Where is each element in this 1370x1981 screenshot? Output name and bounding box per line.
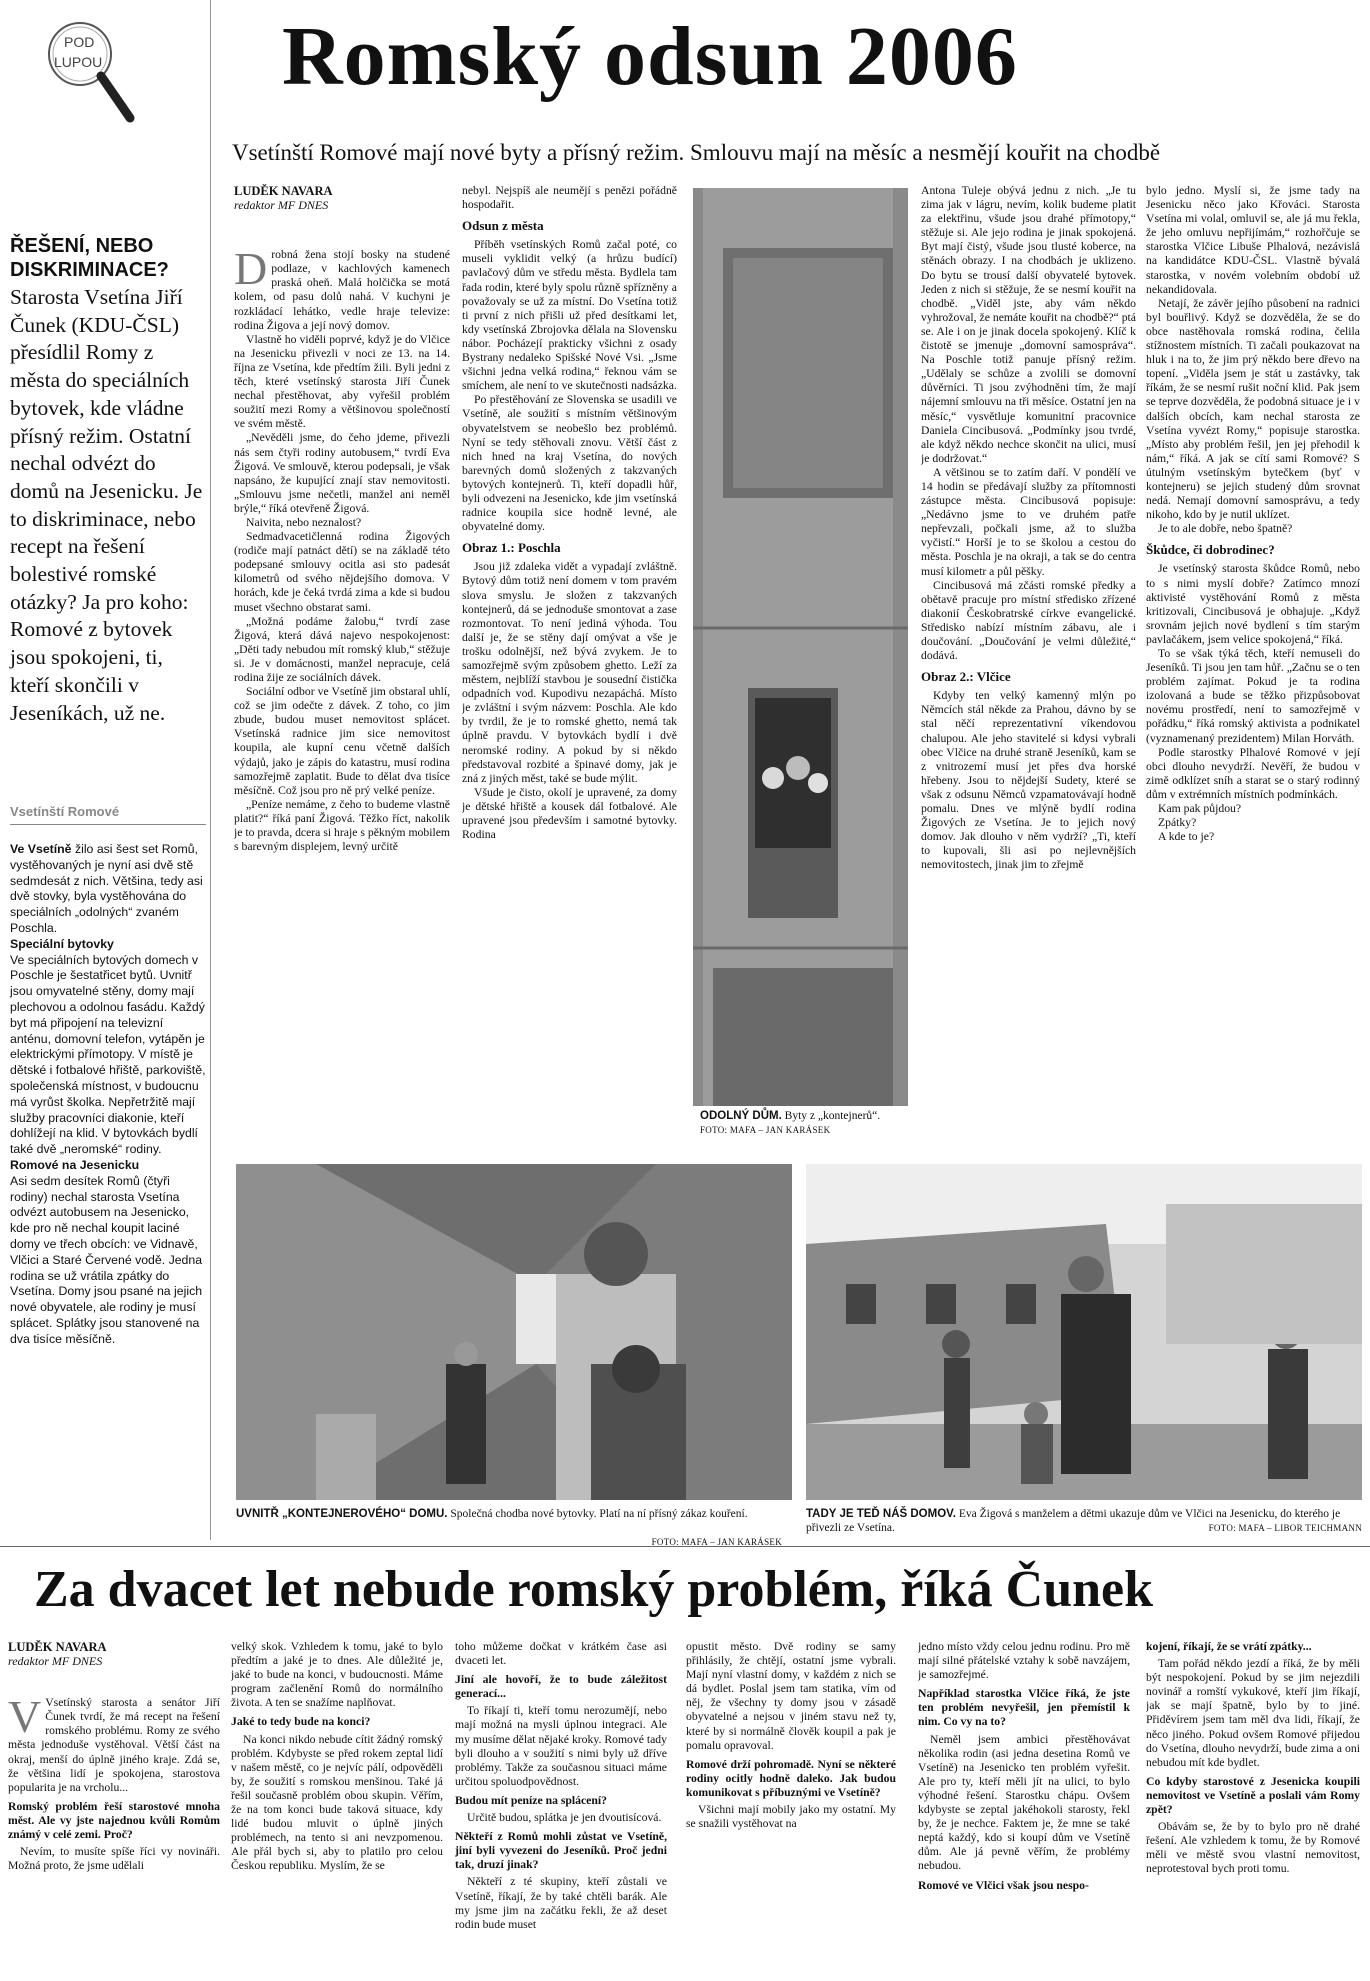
article-paragraph: Kam pak půjdou?: [1158, 802, 1242, 816]
interview-col1: [8, 1640, 220, 1976]
interview-a6b: Obávám se, že by to bylo pro ně drahé řešení. Ale vzhledem k tomu, že by Romové měli ve městě svou vlastní nemovitost, neprotestoval bych proti tomu.: [1146, 1820, 1360, 1876]
interview-c4: opustit město. Dvě rodiny se samy přihlásily, že chtějí, ostatní jsme vybrali. Mají nyní vlastní domy, v každém z nich se dá bydlet. Poslal jsem tam statika, vím od něj, že všechny ty domy jsou v zásadě obyvatelné a nejsou v jiném stavu než ty, které by si normálně člověk koupil a pak je pomalu opravoval.: [686, 1640, 896, 1752]
interview-lead: V Vsetínský starosta a senátor Jiří Čunek tvrdí, že má recept na řešení romského problému. Romy ze svého města jednoduše vystěhoval. Větší část na okraj, menší do úplně jiného kraje. Zdá se, že většina lidí je spokojena, starostova popularita je na vrcholu...: [8, 1691, 220, 1794]
article-paragraph: Je vsetínský starosta škůdce Romů, nebo to s nimi myslí dobře? Zatímco mnozí aktivisté vystěhování Romů z města kritizovali, Cincibusová je obhajuje. „Když srovnám jejich nové bydlení s tím starým pavlačákem, jsem velice spokojená,“ říká.: [1146, 562, 1360, 646]
second-headline: Za dvacet let nebude romský problém, říká Čunek: [34, 1561, 1154, 1618]
interview-col6: [1146, 1640, 1360, 1976]
article-paragraph: Podle starostky Plhalové Romové v její obci dlouho nevydrží. Nevěří, že budou v zimě odklízet sníh a starat se o starý rodinný dům v extrémních místních podmínkách.: [1146, 745, 1360, 801]
article1-col2: [462, 184, 677, 1156]
sidebar-h2: Speciální bytovky: [10, 936, 114, 951]
article-paragraph: Sociální odbor ve Vsetíně jim obstaral uhlí, což se jim odečte z dávek. Z toho, co jim zbude, budou muset nemovitost splácet. Vsetínská radnice jim sice nemovitost koupila, ale kupní cenu včetně dalších výdajů, jako je zápis do katastru, musí rodina samozřejmě zaplatit. Bude to dělat dva tisíce měsíčně. Což jsou pro ně prý velké peníze.: [234, 685, 450, 797]
sidebar-box-text: [10, 842, 206, 1348]
photo-container-house: [693, 188, 908, 1106]
article-paragraph: Drobná žena stojí bosky na studené podlaze, v kachlových kamenech praská oheň. Malá holčička se motá kolem, od pasu dolů nahá. V kuchyni je rozkládací lehátko, vedle hraje televize: rodina Žigova a její nový domov.: [234, 243, 450, 332]
byline2-role: redaktor MF DNES: [8, 1654, 103, 1669]
article-paragraph: Všude je čisto, okolí je upravené, za domy je dětské hřiště a kousek dál fotbalové. Ale upravené jsou především i samotné bytovky. Rodina: [462, 785, 677, 842]
interview-c5: jedno místo vždy celou jednu rodinu. Pro mě mají silné přátelské vztahy k sobě navzájem, je samozřejmé.: [918, 1640, 1130, 1682]
article-paragraph: Cincibusová má zčásti romské předky a obětavě pracuje pro místní středisko zřízené diakonií Českobratrské církve evangelické. Středisko nabízí místním zábavu, ale i doučování. „Doučování je velmi důležité,“ dodává.: [921, 578, 1136, 663]
byline1-name: LUDĚK NAVARA: [234, 184, 333, 198]
interview-q3c: Někteří z Romů mohli zůstat ve Vsetíně, jiní byli vyvezeni do Jeseníků. Proč jedni tak, druzí jinak?: [455, 1830, 667, 1872]
interview-q1: Romský problém řeší starostové mnoha měst. Ale vy jste najednou kvůli Romům známý v celé zemi. Proč?: [8, 1799, 220, 1842]
pod-lupou-logo: [40, 14, 136, 124]
caption1-bold: ODOLNÝ DŮM.: [700, 1110, 782, 1122]
article-paragraph: Jsou již zdaleka vidět a vypadají zvláštně. Bytový dům totiž není domem v tom pravém slova smyslu. Je složen z takzvaných kontejnerů, dá se jednoduše smontovat a zase rozmontovat. To není jediná výhoda. Tou další je, že se stěny dají omývat a vše je trošku odolnější, než bývá zvykem. Je to samozřejmě svým způsobem ghetto. Leží za městem, nejblíží stavbou je sousední čistička odpadních vod. Kupodivu nezapáchá. Místo je zvláštní i svým názvem: Poschla. Ale kdo by tvrdil, že je to romské ghetto, nemá tak úplně pravdu. V bytovkách bydlí i dvě neromské rodiny. A pokud by si někdo představoval rozbité a špinavé domy, jak je zná z jiných měst, také se bude mýlit.: [462, 560, 677, 785]
photo-mill-house-image: [806, 1164, 1362, 1500]
main-subheadline: Vsetínští Romové mají nové byty a přísný režim. Smlouvu mají na měsíc a nesmějí kouřit na chodbě: [232, 140, 1161, 165]
article-paragraph: „Peníze nemáme, z čeho to budeme vlastně platit?“ říká paní Žigová. Těžko říct, nakolik je to pravda, dcera si hraje s pěkným mobilem s barevným displejem, levný určitě: [234, 797, 450, 854]
sidebar-question-title: ŘEŠENÍ, NEBO DISKRIMINACE?: [10, 235, 169, 281]
article1-col3: [921, 184, 1136, 1156]
interview-q3b: Budou mít peníze na splácení?: [455, 1793, 607, 1807]
article-paragraph: Sedmadvacetičlenná rodina Žigových (rodiče mají patnáct dětí) se na základě této podepsané smlouvy ocitla asi sto padesát kilometrů od svého nějdejšího domova. V horách, kde je čeká tvrdá zima a kde si budou muset všechno obstarat sami.: [234, 530, 450, 614]
logo-text-2: LUPOU: [54, 54, 103, 70]
sidebar-question-text: Starosta Vsetína Jiří Čunek (KDU-ČSL) přesídlil Romy z města do speciálních bytovek, kde vládne přísný režim. Ostatní nechal odvézt do domů na Jesenicku. Je to diskriminace, nebo recept na řešení bolestivé romské otázky? Ja pro koho: Romové z bytovek jsou spokojeni, ti, kteří skončili v Jeseníkách, už ne.: [10, 285, 203, 725]
logo-text-1: POD: [64, 34, 95, 50]
main-headline: Romský odsun 2006: [282, 10, 1018, 103]
article-subheading: Obraz 1.: Poschla: [462, 540, 561, 556]
article1-col1: [234, 184, 450, 1156]
caption3-bold: TADY JE TEĎ NÁŠ DOMOV.: [806, 1508, 956, 1520]
article1-col4-text: [1146, 184, 1360, 844]
photo-corridor: [236, 1164, 792, 1500]
interview-q3: Jiní ale hovoří, že to bude záležitost generací...: [455, 1673, 667, 1701]
interview-a2: Na konci nikdo nebude cítit žádný romský problém. Kdybyste se před rokem zeptal lidí v našem městě, co je nejvíc pálí, odpověděli by, že soužití s romskou menšinou. Také já řešil současně problém obou skupin. Věřím, že na tom konci bude taková situace, kdy lidé budou mluvit o úplně jiných problémech, na tento si ani nevzpomenou. Ale přál bych si, aby to platilo pro celou Českou republiku. Myslím, že se: [231, 1732, 443, 1873]
article-subheading: Obraz 2.: Vlčice: [921, 669, 1011, 685]
sidebar-p3: Asi sedm desítek Romů (čtyři rodiny) nechal starosta Vsetína odvézt autobusem na Jesenicko, kde pro ně nechal koupit laciné domy ve třech obcích: ve Vidnavě, Vlčici a Staré Červené vodě. Jedna rodina se už vrátila zpátky do Vsetína. Domy jsou psané na jejich nové obyvatele, ale rodiny je musí splácet. Splátky jsou stanovené na dva tisíce měsíčně.: [10, 1173, 203, 1346]
article-paragraph: Je to ale dobře, nebo špatně?: [1158, 522, 1293, 536]
sidebar-p1-bold: Ve Vsetíně: [10, 842, 72, 856]
article-paragraph: bylo jedno. Myslí si, že jsme tady na Jesenicku něco jako Křováci. Starosta Vsetína mi volal, omluvil se, ale já mu řekla, že jeho omluvu nepřijímám,“ rozhořčuje se starostka Vlčice Libuše Plhalová, nezávislá na kandidátce KDU-ČSL. Vlastně bývalá starostka, v novém volebním období už nekandidovala.: [1146, 184, 1360, 296]
article1-col3-text: [921, 184, 1136, 873]
interview-a1: Nevím, to musíte spíše říci vy novináři. Možná proto, že jsme udělali: [8, 1845, 220, 1873]
article-paragraph: Po přestěhování ze Slovenska se usadili ve Vsetíně, ale soužití s místním většinovým obyvatelstvem se neobešlo bez problémů. Nyní se tedy stěhovali znovu. Větší část z nich hned na kraj Vsetína, do nových barevných domů složených z takzvaných bytových kontejnerů. Ti, kteří dopadli hůř, byli odvezeni na Jesenicko, kde jim vsetínská radnice koupila sice hodně levné, ale obyvatelné domy.: [462, 393, 677, 534]
interview-a5: Neměl jsem ambici přestěhovávat několika rodin (asi jedna desetina Romů ve Vsetíně) na Jesenicko ten problém vyřešit. Ale pro ty, kteří měli jít na ulici, to bylo výhodné řešení. Starostku chápu. Ovšem kdybyste se zeptal jakéhokoli starosty, řekl by, že je nechce. Faktem je, že mne se také neptá každý, kdo si koupí dům ve Vsetíně dům. Ale já pevně věřím, že problémy nebudou.: [918, 1732, 1130, 1873]
interview-q4: Romové drží pohromadě. Nyní se některé rodiny ocitly hodně daleko. Jak budou komunikovat s příbuznými ve Vsetíně?: [686, 1757, 896, 1799]
sidebar-p2: Ve speciálních bytových domech v Poschle je šestatřicet bytů. Uvnitř jsou omyvatelné stěny, domy mají plechovou a odolnou fasádu. Každý byt má připojení na televizní anténu, domovní telefon, vytápěn je elektrickými přímotopy. V místě je dětské i fotbalové hřiště, parkoviště, společenská místnost, v budoucnu má vyrůst školka. Nepřetržitě mají služby pracovníci diakonie, kteří dohlížejí na klid. V bytovkách bydlí také dvě „neromské“ rodiny.: [10, 952, 206, 1157]
article-paragraph: Zpátky?: [1158, 816, 1197, 830]
article-subheading: Odsun z města: [462, 218, 544, 234]
article-paragraph: To se však týká těch, kteří nemuseli do Jeseníků. Ti jsou jen tam hůř. „Začnu se o ten problém zajímat. Pokud je ta rodina izolovaná a bude se těžko přizpůsobovat novému prostředí, není to samozřejmě v pořádku,“ říká romský aktivista a podnikatel (vyznamenaný prezidentem) Milan Horváth.: [1146, 647, 1360, 745]
interview-col4: [686, 1640, 896, 1976]
article-paragraph: Netají, že závěr jejího působení na radnici byl bouřlivý. Když se dozvěděla, že se do obce nastěhovala romská rodina, čelila stížnostem místních. Ti začali poukazovat na hluk i na to, že jim prý někdo bere dřevo na topení. „Viděla jsem je stát u zastávky, tak říkám, že se nesmí rušit noční klid. Pak jsem se teprve dozvěděla, že podobná situace je i v dalších obcích, kam nechal starosta ze Vsetína vyvézt Romy,“ popisuje starostka. „Místo aby problém řešil, jen jej přehodil k nám,“ říká. A jak se cítí sami Romové? S útulným vsetínským bytečkem (byť v kontejneru) se jejich studený dům srovnat nedá. Nemají domovní samosprávu, a tedy nikoho, kdo by je nutil uklízet.: [1146, 296, 1360, 522]
article-paragraph: Vlastně ho viděli poprvé, když je do Vlčice na Jesenicku přivezli v noci ze 13. na 14. října ze Vsetína, kde předtím žili. Byli jedni z těch, které vsetínský starosta Jiří Čunek nechal přestěhovat, aby vyřešil problém soužití mezi Romy a většinovou společností ve svém městě.: [234, 332, 450, 431]
interview-a6: Tam pořád někdo jezdí a říká, že by měli být nespokojení. Pokud by se jim nejezdili novinář a romští vykukové, kteří jim říkají, jak se mají špatně, bylo by to jiné. Přiděvírem jsem tam měl dva lidi, říkají, že něco jiného. Pokud ovšem Romové přijedou do Vsetína, dlouho nevydrží, bude zima a oni nebudou mít kde bydlet.: [1146, 1657, 1360, 1769]
interview-col5: [918, 1640, 1130, 1976]
interview-col2: [231, 1640, 443, 1976]
article-paragraph: „Možná podáme žalobu,“ tvrdí zase Žigová, která dává najevo nespokojenost: „Děti tady nebudou mít romský klub,“ stěžuje si. Je v domácnosti, manžel nepracuje, celá rodina žije ze sociálních dávek.: [234, 614, 450, 684]
sidebar-box-title: Vsetínští Romové: [10, 804, 120, 819]
sidebar-divider: [210, 0, 211, 1540]
interview-q5: Například starostka Vlčice říká, že jste ten problém nevyřešil, jen přemístil k nim. Co vy na to?: [918, 1687, 1130, 1729]
article-paragraph: Antona Tuleje obývá jednu z nich. „Je tu zima jak v lágru, nevím, kolik budeme platit za elektřinu, všude jsou drahé přímotopy,“ stěžuje si. Ale jejo rodina je jinak spokojená. Byt mají čistý, všude jsou tlusté koberce, na stěnách obrazy. I na chodbách je uklizeno. Do bytu se trousí další obyvatelé bytovek. Jeden z nich si stěžuje, že se nesmí kouřit na chodbě. „Viděl jste, aby vám někdo vyhrožoval, že nemáte kouřit na chodbě?“ ptá se. Ale i on je jinak docela spokojený. Klíč k čistotě se jmenuje „domovní samospráva“. Na Poschle totiž panuje přísný režim. „Udělaly se schůze a zvolili se domovní důvěrníci. Ti jsou zvýhodněni tím, že mají nájemní smlouvu na tři měsíce. Ostatní jen na měsíc,“ vysvětluje komunitní pracovnice Daniela Cincibusová. „Podmínky jsou tvrdé, ale když někdo nechce skončit na ulici, musí je dodržovat.“: [921, 184, 1136, 465]
article1-col2-text: [462, 184, 677, 842]
caption2-credit: FOTO: MAFA – JAN KARÁSEK: [651, 1536, 782, 1547]
article-subheading: Škůdce, či dobrodinec?: [1146, 542, 1275, 558]
interview-q5b: Romové ve Vlčici však jsou nespo-: [918, 1878, 1089, 1892]
interview-q2: Jaké to tedy bude na konci?: [231, 1715, 371, 1729]
photo-container-house-image: [693, 188, 908, 1106]
article-paragraph: Kdyby ten velký kamenný mlýn po Němcích stál někde za Prahou, dávno by se stal něčí reprezentativní víkendovou chalupou. Ale jeho stavitelé si kdysi vybrali obec Vlčice na druhé straně Jeseníků, kam se z vnitrozemí musí jet přes dva horské hřebeny. Jsou to nějdejší Sudety, které se však z odsunu Němců vzpamatovávají hodně pomalu. Dnes ve mlýně bydlí rodina Žigových ze Vsetína. Je to jejich nový domov. Jak dlouho v něm vydrží? „Ti, kteří to kupovali, šli asi po nejlevnějších nemovitostech, jinak jim to zřejmě: [921, 689, 1136, 872]
article-paragraph: Naivita, nebo neznalost?: [246, 515, 362, 529]
caption2-bold: UVNITŘ „KONTEJNEROVÉHO“ DOMU.: [236, 1508, 448, 1520]
interview-c2: velký skok. Vzhledem k tomu, jaké to bylo předtím a jaké je to dnes. Ale důležité je, jaké to bude na konci, v budoucnosti. Máme program začlenění Romů do normálního života. A ten se snažíme naplňovat.: [231, 1640, 443, 1710]
photo-caption-house: [700, 1110, 910, 1137]
photo-mill-house: [806, 1164, 1362, 1500]
article-paragraph: A většinou se to zatím daří. V pondělí ve 14 hodin se předávají služby za přítomnosti zástupce města. Cincibusová popisuje: „Nedávno jsme to ve druhém patře nepřevzali, počkali jsme, až to služba vyčistí.“ Horší je to se školou a cestou do města. Poschla je na okraji, a tak se do centra musí kilometr a půl pěšky.: [921, 465, 1136, 578]
interview-q6: kojení, říkají, že se vrátí zpátky...: [1146, 1640, 1312, 1653]
interview-a4: Všichni mají mobily jako my ostatní. My se snažili vystěhovat na: [686, 1803, 896, 1831]
sidebar-box-rule: [10, 824, 206, 825]
photo-caption-corridor: [236, 1508, 792, 1549]
article-paragraph: „Nevěděli jsme, do čeho jdeme, přivezli nás sem čtyři rodiny autobusem,“ tvrdí Eva Žigová. Ve smlouvě, kterou podepsali, je však napsáno, že kupující znají stav nemovitosti. „Smlouvu jsme nečetli, manžel ani neměl brýle,“ říká otevřeně Žigová.: [234, 431, 450, 515]
interview-a3c: Někteří z té skupiny, kteří zůstali ve Vsetíně, říkají, že by také chtěli barák. Ale my jsme jim na začátku řekli, že až deset rodin bude muset: [455, 1875, 667, 1931]
interview-a3: To říkají ti, kteří tomu nerozumějí, nebo mají možná na mysli úplnou integraci. Ale my musíme dělat nějaké kroky. Romové tady byli dlouho a v soužití s nimi byly už dříve problémy. Takže za současnou situaci máme určitou spoluodpovědnost.: [455, 1704, 667, 1788]
interview-c3: toho můžeme dočkat v krátkém čase asi dvaceti let.: [455, 1640, 667, 1668]
interview-q6b: Co kdyby starostové z Jesenicka koupili nemovitost ve Vsetíně a poslali vám Romy zpět?: [1146, 1774, 1360, 1817]
article-paragraph: A kde to je?: [1158, 830, 1215, 844]
caption3-text: Eva Žigová s manželem a dětmi ukazuje dům ve Vlčici na Jesenicku, do kterého je přivezli ze Vsetína.: [806, 1508, 1341, 1534]
byline1-role: redaktor MF DNES: [234, 198, 329, 213]
article-paragraph: nebyl. Nejspíš ale neumějí s penězi pořádně hospodařit.: [462, 184, 677, 212]
caption2-text: Společná chodba nové bytovky. Platí na ní přísný zákaz kouření.: [447, 1508, 748, 1520]
byline2-name: LUDĚK NAVARA: [8, 1640, 107, 1654]
photo-corridor-image: [236, 1164, 792, 1500]
sidebar-p1: žilo asi šest set Romů, vystěhovaných je nyní asi dvě stě sedmdesát z nich. Většina, tedy asi dvě stovky, byla vystěhována do speciálních „odolných“ zvaném Poschla.: [10, 842, 203, 935]
article1-col4: [1146, 184, 1360, 1156]
section-divider: [0, 1546, 1370, 1547]
caption1-credit: FOTO: MAFA – JAN KARÁSEK: [700, 1124, 831, 1135]
article1-col1-text: [234, 243, 450, 854]
interview-a3b: Určitě budou, splátka je jen dvoutisícová.: [467, 1811, 662, 1825]
photo-caption-mill-house: [806, 1508, 1362, 1535]
interview-col3: [455, 1640, 667, 1976]
article-paragraph: Příběh vsetínských Romů začal poté, co museli vyklidit velký (a hrůzu budící) pavlačový dům ve středu města. Bydlela tam řada rodin, které byly spolu různě spřízněny a považovaly se už za místní. Do Vsetína totiž ti první z nich přišli už před desítkami let, kdy vsetínská Zbrojovka dělala na Slovensku nábor. Pocházejí prakticky všichni z osady Bystrany nedaleko Spišské Nové Vsi. „Jsme všichni jedna velká rodina,“ řeknou vám se smíchem, ale není to ve skutečnosti nadsázka.: [462, 238, 677, 393]
sidebar-h3: Romové na Jesenicku: [10, 1157, 140, 1172]
caption3-credit: FOTO: MAFA – LIBOR TEICHMANN: [1208, 1522, 1362, 1533]
caption1-text: Byty z „kontejnerů“.: [781, 1110, 881, 1122]
